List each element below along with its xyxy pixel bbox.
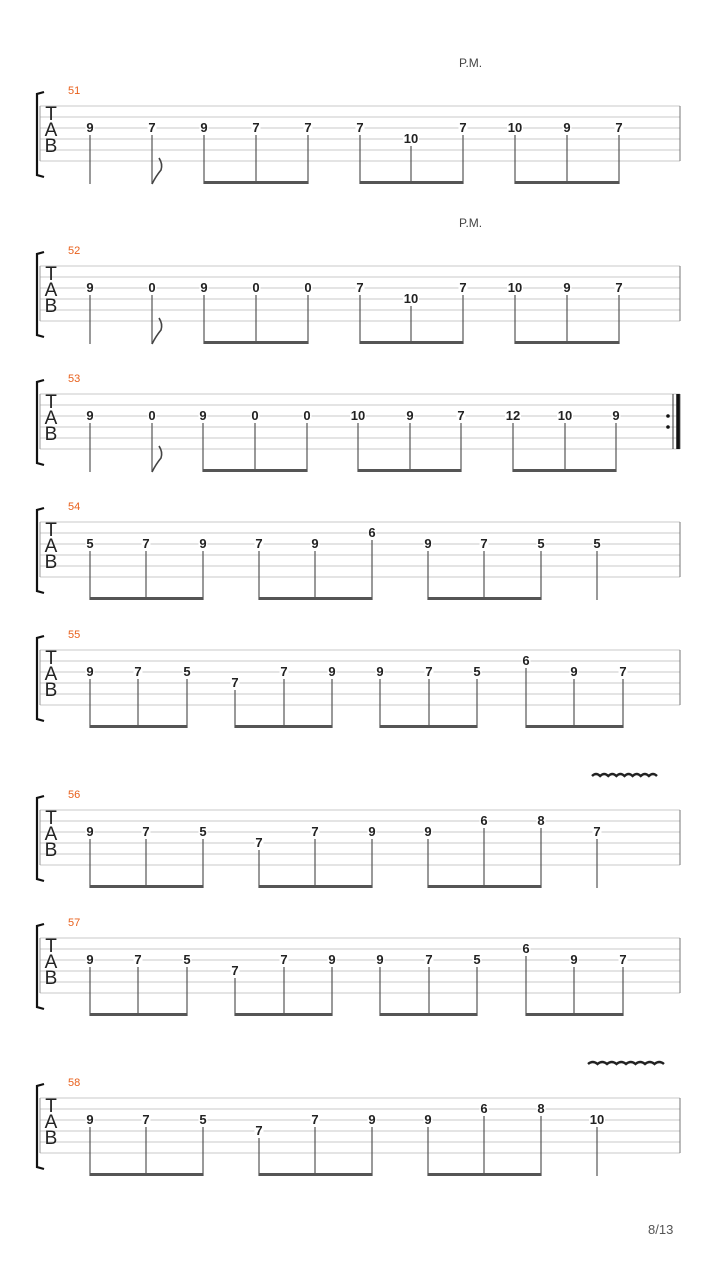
fret-number: 7 xyxy=(425,664,433,679)
fret-number: 10 xyxy=(589,1112,605,1127)
beam xyxy=(203,469,307,472)
beam xyxy=(90,597,203,600)
fret-number: 9 xyxy=(200,120,208,135)
fret-number: 7 xyxy=(134,664,142,679)
measure-number: 55 xyxy=(68,629,81,641)
beam xyxy=(90,725,187,728)
vibrato-mark xyxy=(588,1062,664,1064)
measure-number: 51 xyxy=(68,85,81,97)
fret-number: 5 xyxy=(199,824,207,839)
fret-number: 9 xyxy=(199,536,207,551)
fret-number: 7 xyxy=(615,280,623,295)
fret-number: 9 xyxy=(86,664,94,679)
tab-clef-letter: A xyxy=(44,536,58,557)
fret-number: 7 xyxy=(311,824,319,839)
tab-clef-letter: A xyxy=(44,120,58,141)
fret-number: 7 xyxy=(304,120,312,135)
fret-number: 6 xyxy=(480,813,488,828)
fret-number: 8 xyxy=(537,813,545,828)
vibrato-mark xyxy=(592,774,657,776)
fret-number: 7 xyxy=(231,963,239,978)
tab-clef-letter: T xyxy=(45,264,57,285)
fret-number: 0 xyxy=(251,408,259,423)
fret-number: 7 xyxy=(142,824,150,839)
beam xyxy=(428,597,541,600)
fret-number: 7 xyxy=(311,1112,319,1127)
fret-number: 5 xyxy=(183,952,191,967)
tab-clef-letter: B xyxy=(44,296,58,317)
fret-number: 9 xyxy=(368,824,376,839)
fret-number: 9 xyxy=(86,120,94,135)
fret-number: 9 xyxy=(376,952,384,967)
fret-number: 9 xyxy=(368,1112,376,1127)
beam xyxy=(259,597,372,600)
measure-number: 57 xyxy=(68,917,81,929)
fret-number: 7 xyxy=(356,280,364,295)
fret-number: 9 xyxy=(376,664,384,679)
fret-number: 7 xyxy=(255,1123,263,1138)
beam xyxy=(204,341,308,344)
tab-clef-letter: A xyxy=(44,1112,58,1133)
tab-clef-letter: B xyxy=(44,680,58,701)
fret-number: 5 xyxy=(593,536,601,551)
palm-mute-label: P.M. xyxy=(459,56,483,70)
fret-number: 7 xyxy=(425,952,433,967)
beam xyxy=(259,885,372,888)
beam xyxy=(526,1013,623,1016)
fret-number: 7 xyxy=(231,675,239,690)
fret-number: 7 xyxy=(459,280,467,295)
fret-number: 9 xyxy=(328,664,336,679)
fret-number: 7 xyxy=(593,824,601,839)
beam xyxy=(515,181,619,184)
fret-number: 7 xyxy=(142,536,150,551)
tab-clef-letter: B xyxy=(44,552,58,573)
beam xyxy=(380,725,477,728)
fret-number: 9 xyxy=(424,536,432,551)
tab-clef-letter: A xyxy=(44,280,58,301)
fret-number: 8 xyxy=(537,1101,545,1116)
fret-number: 9 xyxy=(86,952,94,967)
beam xyxy=(360,181,463,184)
fret-number: 10 xyxy=(507,120,523,135)
fret-number: 5 xyxy=(199,1112,207,1127)
fret-number: 7 xyxy=(615,120,623,135)
eighth-flag xyxy=(152,158,162,184)
fret-number: 9 xyxy=(328,952,336,967)
beam xyxy=(526,725,623,728)
tab-clef-letter: T xyxy=(45,808,57,829)
tab-clef-letter: A xyxy=(44,664,58,685)
fret-number: 9 xyxy=(311,536,319,551)
fret-number: 7 xyxy=(457,408,465,423)
beam xyxy=(235,725,332,728)
tab-clef-letter: B xyxy=(44,424,58,445)
repeat-dot xyxy=(666,414,670,418)
fret-number: 7 xyxy=(142,1112,150,1127)
eighth-flag xyxy=(152,446,162,472)
tab-clef-letter: B xyxy=(44,136,58,157)
fret-number: 7 xyxy=(280,664,288,679)
fret-number: 7 xyxy=(252,120,260,135)
fret-number: 0 xyxy=(148,408,156,423)
beam xyxy=(428,885,541,888)
fret-number: 0 xyxy=(303,408,311,423)
fret-number: 5 xyxy=(183,664,191,679)
beam xyxy=(90,1013,187,1016)
beam xyxy=(358,469,461,472)
fret-number: 9 xyxy=(424,824,432,839)
fret-number: 10 xyxy=(350,408,366,423)
measure-number: 52 xyxy=(68,245,81,257)
fret-number: 7 xyxy=(459,120,467,135)
measure-number: 54 xyxy=(68,501,81,513)
tab-clef-letter: T xyxy=(45,392,57,413)
fret-number: 9 xyxy=(199,408,207,423)
beam xyxy=(360,341,463,344)
fret-number: 6 xyxy=(522,653,530,668)
fret-number: 7 xyxy=(280,952,288,967)
tab-clef-letter: A xyxy=(44,824,58,845)
beam xyxy=(90,1173,203,1176)
fret-number: 7 xyxy=(255,536,263,551)
beam xyxy=(90,885,203,888)
fret-number: 10 xyxy=(507,280,523,295)
fret-number: 9 xyxy=(563,280,571,295)
beam xyxy=(259,1173,372,1176)
fret-number: 6 xyxy=(480,1101,488,1116)
tab-clef-letter: B xyxy=(44,840,58,861)
tab-clef-letter: T xyxy=(45,648,57,669)
fret-number: 6 xyxy=(368,525,376,540)
fret-number: 9 xyxy=(424,1112,432,1127)
tab-clef-letter: B xyxy=(44,1128,58,1149)
beam xyxy=(380,1013,477,1016)
fret-number: 9 xyxy=(612,408,620,423)
fret-number: 5 xyxy=(537,536,545,551)
fret-number: 5 xyxy=(473,952,481,967)
fret-number: 5 xyxy=(86,536,94,551)
beam xyxy=(515,341,619,344)
tab-clef-letter: T xyxy=(45,520,57,541)
measure-number: 58 xyxy=(68,1077,81,1089)
beam xyxy=(204,181,308,184)
fret-number: 9 xyxy=(570,664,578,679)
fret-number: 9 xyxy=(86,824,94,839)
fret-number: 9 xyxy=(570,952,578,967)
fret-number: 9 xyxy=(86,408,94,423)
beam xyxy=(235,1013,332,1016)
fret-number: 7 xyxy=(619,952,627,967)
eighth-flag xyxy=(152,318,162,344)
tab-clef-letter: A xyxy=(44,408,58,429)
beam xyxy=(428,1173,541,1176)
fret-number: 9 xyxy=(406,408,414,423)
fret-number: 0 xyxy=(304,280,312,295)
repeat-dot xyxy=(666,425,670,429)
palm-mute-label: P.M. xyxy=(459,216,483,230)
fret-number: 10 xyxy=(557,408,573,423)
fret-number: 0 xyxy=(148,280,156,295)
beam xyxy=(513,469,616,472)
fret-number: 9 xyxy=(200,280,208,295)
fret-number: 7 xyxy=(619,664,627,679)
fret-number: 5 xyxy=(473,664,481,679)
fret-number: 7 xyxy=(480,536,488,551)
fret-number: 9 xyxy=(86,280,94,295)
page-number: 8/13 xyxy=(648,1222,674,1237)
measure-number: 56 xyxy=(68,789,81,801)
fret-number: 9 xyxy=(563,120,571,135)
fret-number: 10 xyxy=(403,131,419,146)
fret-number: 9 xyxy=(86,1112,94,1127)
tab-clef-letter: B xyxy=(44,968,58,989)
fret-number: 10 xyxy=(403,291,419,306)
fret-number: 7 xyxy=(356,120,364,135)
fret-number: 6 xyxy=(522,941,530,956)
measure-number: 53 xyxy=(68,373,81,385)
tab-clef-letter: T xyxy=(45,104,57,125)
fret-number: 7 xyxy=(255,835,263,850)
tab-clef-letter: T xyxy=(45,1096,57,1117)
fret-number: 0 xyxy=(252,280,260,295)
fret-number: 7 xyxy=(134,952,142,967)
fret-number: 12 xyxy=(505,408,521,423)
tab-clef-letter: A xyxy=(44,952,58,973)
fret-number: 7 xyxy=(148,120,156,135)
tab-clef-letter: T xyxy=(45,936,57,957)
